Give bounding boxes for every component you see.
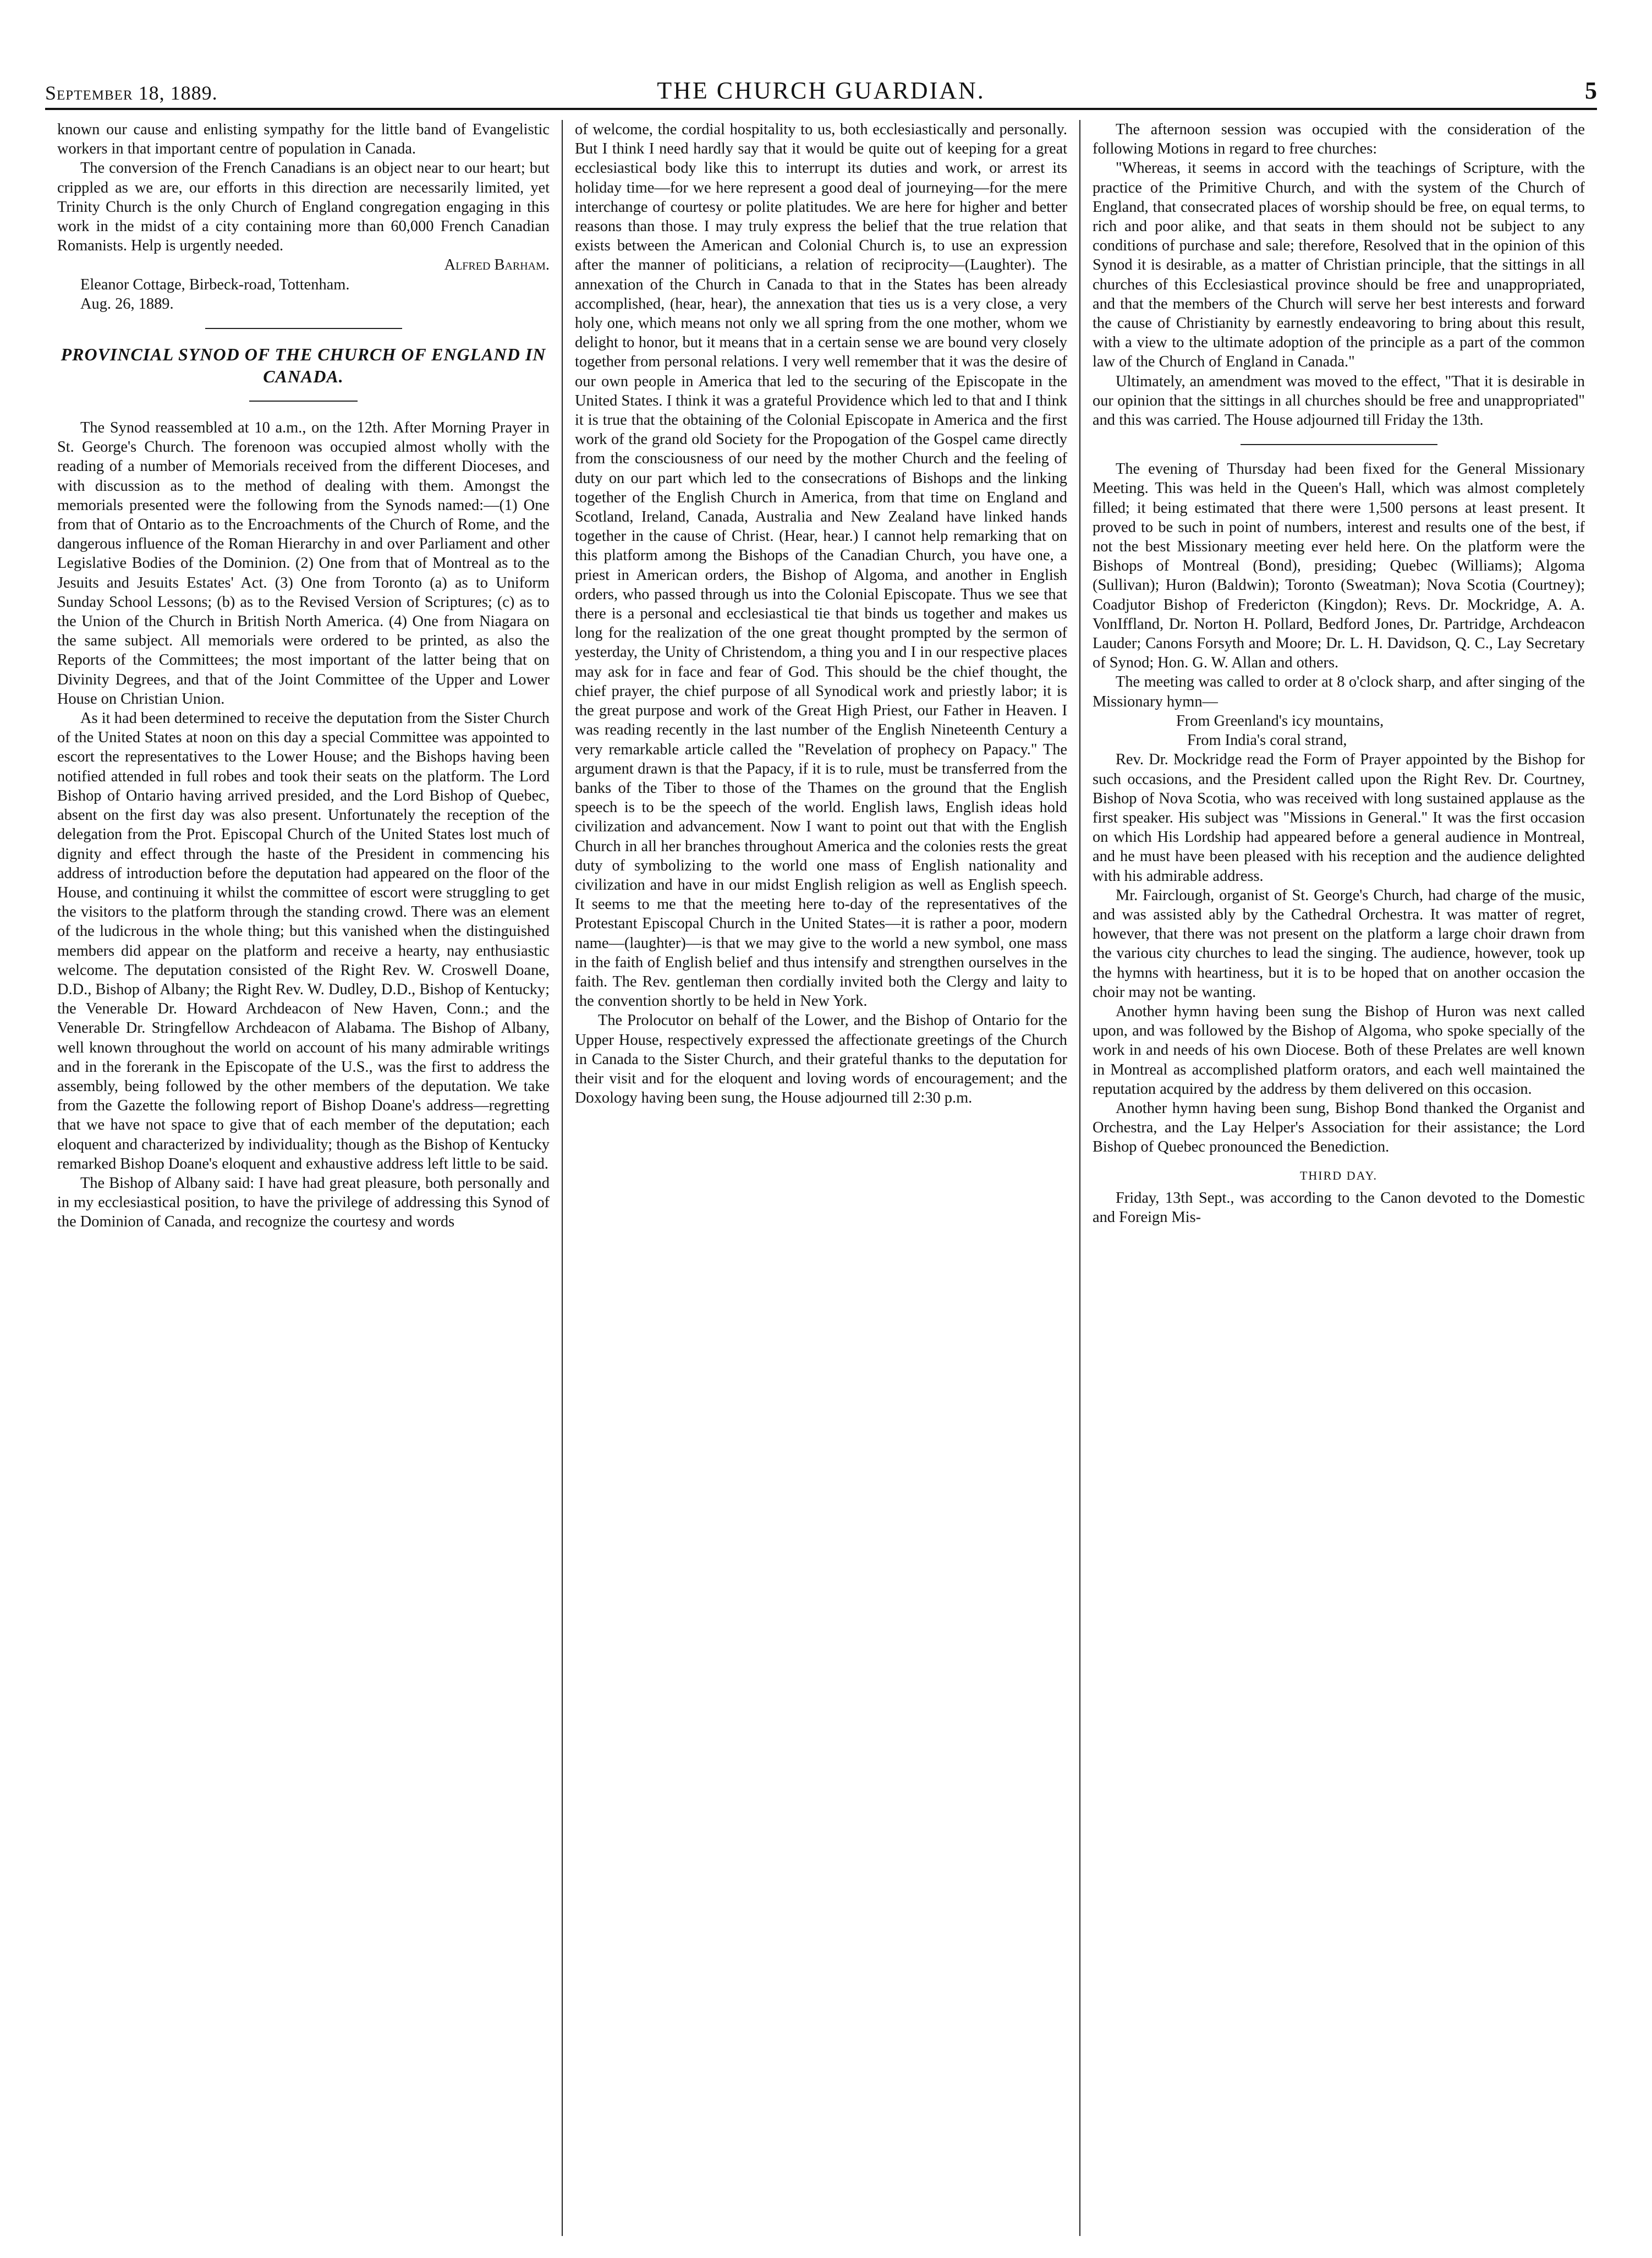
section-divider — [205, 328, 402, 329]
newspaper-title: THE CHURCH GUARDIAN. — [657, 77, 985, 104]
meeting-paragraph: The meeting was called to order at 8 o'clock sharp, and after singing of the Missionary hymn— — [1093, 673, 1585, 710]
motion-text: "Whereas, it seems in accord with the teachings of Scripture, with the practice of the Primitive Church, and with the system of the Church of England, that consecrated places of worship should be free, on equal terms, to rich and poor alike, and that seats in them should not be subject to any conditions of purchase and sale; therefore, Resolved that in the opinion of this Synod it is desirable, as a matter of Christian principle, that the sittings in all churches of this Ecclesiastical province should be free and unappropriated, and that the members of the Church will serve her best interests and forward the cause of Christianity by earnestly endeavoring to bring about this result, with a view to the ultimate adoption of the principle as a part of the common law of the Church of England in Canada." — [1093, 160, 1585, 371]
section-title: PROVINCIAL SYNOD OF THE CHURCH OF ENGLAND IN CANADA. — [61, 344, 546, 387]
meeting-paragraph: Another hymn having been sung, Bishop Bond thanked the Organist and Orchestra, and the Lay Helper's Association for their assistance; the Lord Bishop of Quebec pronounced the Benediction. — [1093, 1099, 1585, 1156]
column-2 — [562, 120, 1079, 2236]
column-3 — [1079, 120, 1597, 2236]
column-1 — [45, 120, 562, 2236]
page-number: 5 — [1585, 77, 1597, 104]
synod-paragraph: The Prolocutor on behalf of the Lower, and the Bishop of Ontario for the Upper House, respectively expressed the affectionate greetings of the Church in Canada to the Sister Church, and their grateful thanks to the deputation for their visit and for the eloquent and loving words of encouragement; and the Doxology having been sung, the House adjourned till 2:30 p.m. — [575, 1012, 1067, 1107]
letter-dateline: Aug. 26, 1889. — [80, 295, 174, 313]
section-divider — [1241, 444, 1437, 445]
synod-paragraph: As it had been determined to receive the deputation from the Sister Church of the United States at noon on this day a special Committee was appointed to escort the representatives to the Lower House; and the Bishops having been notified attended in full robes and took their seats on the platform. The Lord Bishop of Ontario having arrived presided, and the Lord Bishop of Quebec, absent on the first day was also present. Unfortunately the reception of the delegation from the Prot. Episcopal Church of the United States lost much of dignity and effect through the haste of the President in commencing his address of introduction before the deputation had appeared on the floor of the House, and continuing it whilst the committee of escort were struggling to get the visitors to the platform through the standing crowd. There was an element of the ludicrous in the whole thing; but this vanished when the distinguished members did appear on the platform and receive a hearty, nay enthusiastic welcome. The deputation consisted of the Right Rev. W. Croswell Doane, D.D., Bishop of Albany; the Right Rev. W. Dudley, D.D., Bishop of Kentucky; the Venerable Dr. Howard Archdeacon of New Haven, Conn.; and the Venerable Dr. Stringfellow Archdeacon of Alabama. The Bishop of Albany, well known throughout the world on account of his many admirable writings and in the forerank in the Episcopate of the U.S., was the first to address the assembly, being followed by the other members of the deputation. We take from the Gazette the following report of Bishop Doane's address—regretting that we have not space to give that of each member of the deputation; each eloquent and characterized by individuality; though as the Bishop of Kentucky remarked Bishop Doane's eloquent and exhaustive address left little to be said. — [57, 710, 550, 1172]
synod-paragraph: The Bishop of Albany said: I have had great pleasure, both personally and in my ecclesiastical position, to have the privilege of addressing this Synod of the Dominion of Canada, and recognize the courtesy and words — [57, 1174, 550, 1231]
title-rule — [249, 401, 358, 402]
synod-paragraph: Ultimately, an amendment was moved to the effect, "That it is desirable in our opinion that the sittings in all churches should be free and unappropriated" and this was carried. The House adjourned till Friday the 13th. — [1093, 372, 1585, 429]
synod-paragraph: The Synod reassembled at 10 a.m., on the 12th. After Morning Prayer in St. George's Church. The forenoon was occupied almost wholly with the reading of a number of Memorials received from the different Dioceses, and with discussion as to the method of dealing with them. Amongst the memorials presented were the following from the Synods named:—(1) One from that of Ontario as to the Encroachments of the Church of Rome, and the dangerous influence of the Roman Hierarchy in and over Parliament and other Legislative Bodies of the Dominion. (2) One from that of Montreal as to the Jesuits and Jesuits Estates' Act. (3) One from Toronto (a) as to Uniform Sunday School Lessons; (b) as to the Revised Version of Scriptures; (c) as to the Union of the Church in British North America. (4) One from Niagara on the same subject. All memorials were ordered to be printed, as also the Reports of the Committees; the most important of the latter being that on Divinity Degrees, and that of the Joint Committee of the Upper and Lower House on Christian Union. — [57, 419, 550, 708]
hymn-verse: From India's coral strand, — [1187, 732, 1347, 749]
hymn-verse: From Greenland's icy mountains, — [1176, 712, 1384, 730]
meeting-paragraph: Mr. Fairclough, organist of St. George's Church, had charge of the music, and was assisted ably by the Cathedral Orchestra. It was matter of regret, however, that there was not present on the platform a large choir drawn from the various city churches to lead the singing. The audience, however, took up the hymns with heartiness, but it is to be hoped that on another occasion the choir may not be wanting. — [1093, 886, 1585, 1001]
letter-paragraph: The conversion of the French Canadians is an object near to our heart; but crippled as we are, our efforts in this direction are necessarily limited, yet Trinity Church is the only Church of England congregation engaging in this work in the midst of a city containing more than 60,000 French Canadian Romanists. Help is urgently needed. — [57, 160, 550, 255]
letter-address: Eleanor Cottage, Birbeck-road, Tottenham. — [80, 276, 350, 293]
letter-signature: Alfred Barham. — [444, 256, 550, 274]
letter-continuation: known our cause and enlisting sympathy for the little band of Evangelistic workers in that important centre of population in Canada. — [57, 121, 550, 158]
article-columns — [45, 120, 1597, 2236]
masthead — [45, 66, 1597, 110]
address-continuation: of welcome, the cordial hospitality to us, both ecclesiastically and personally. But I think I need hardly say that it would be quite out of keeping for a great ecclesiastical body like this to interrupt its duties and work, or arrest its holiday time—for we here represent a good deal of journeying—for the mere interchange of courtesy or polite platitudes. We are here for higher and better reasons than those. I may truly express the belief that the true relation that exists between the American and Colonial Church is, to use an expression after the manner of politicians, a relation of reciprocity—(Laughter). The annexation of the Church in Canada to that in the States has been already accomplished, (hear, hear), the annexation that ties us is a very close, a very holy one, which means not only we all spring from the one mother, whom we delight to honor, but it means that in a certain sense we are bound very closely together from personal relations. I very well remember that it was the desire of our own people in America that led to the securing of the Episcopate in the United States. I think it was a grateful Providence which led to that and I think it is true that the obtaining of the Colonial Episcopate in America and the first work of the grand old Society for the Propogation of the Gospel came directly from the consciousness of our need by the mother Church and the feeling of duty on our part which led to the consecrations of Bishops and the linking together of the English Church in America, from that time on England and Scotland, Ireland, Canada, Australia and New Zealand have linked hands together in the cause of Christ. (Hear, hear.) I cannot help remarking that on this platform among the Bishops of the Canadian Church, you have one, a priest in American orders, the Bishop of Algoma, and another in English orders, who passed through us into the Colonial Episcopate. Thus we see that there is a personal and ecclesiastical tie that binds us together and makes us long for the realization of the one great thought prompted by the sermon of yesterday, the Unity of Christendom, a thing you and I in our respective places may ask for in face and fear of God. This should be the chief thought, the chief prayer, the chief purpose of all Synodical work and priestly labor; it is the great purpose and work of the Great High Priest, our Father in Heaven. I was reading recently in the last number of the English Nineteenth Century a very remarkable article called the "Revelation of prophecy on Papacy." The argument drawn is that the Papacy, if it is to rule, must be transferred from the banks of the Tiber to those of the Thames on the ground that the English speech is to be the speech of the world. English laws, English ideas hold civilization and advancement. Now I want to point out that with the English Church in all her branches throughout America and the colonies rests the great duty of symbolizing to the world one mass of English nationality and civilization and have in our midst English religion as well as English speech. It seems to me that the meeting here to-day of the representatives of the Protestant Episcopal Church in the United States—it is rather a poor, modern name—(laughter)—is that we may give to the world a new symbol, one mass in the faith of English belief and thus intensify and strengthen ourselves in the faith. The Rev. gentleman then cordially invited both the Clergy and laity to the convention shortly to be held in New York. — [575, 121, 1067, 1010]
meeting-paragraph: The evening of Thursday had been fixed for the General Missionary Meeting. This was held in the Queen's Hall, which was almost completely filled; it being estimated that there were 1,500 persons at least present. It proved to be such in point of numbers, interest and results one of the best, if not the best Missionary meeting ever held here. On the platform were the Bishops of Montreal (Bond), presiding; Quebec (Williams); Algoma (Sullivan); Huron (Baldwin); Toronto (Sweatman); Nova Scotia (Courtney); Coadjutor Bishop of Fredericton (Kingdon); Revs. Dr. Mockridge, A. A. VonIffland, Dr. Norton H. Pollard, Bedford Jones, Dr. Partridge, Archdeacon Lauder; Canons Forsyth and Moore; Dr. L. H. Davidson, Q. C., Lay Secretary of Synod; Hon. G. W. Allan and others. — [1093, 461, 1585, 672]
issue-date: September 18, 1889. — [45, 82, 218, 104]
meeting-paragraph: Friday, 13th Sept., was according to the Canon devoted to the Domestic and Foreign Mis- — [1093, 1189, 1585, 1226]
meeting-paragraph: Another hymn having been sung the Bishop of Huron was next called upon, and was followed by the Bishop of Algoma, who spoke specially of the work in and needs of his own Diocese. Both of these Prelates are well known in Montreal as accomplished platform orators, and each well maintained the reputation acquired by the address by them delivered on this occasion. — [1093, 1002, 1585, 1098]
subhead-third-day: THIRD DAY. — [1299, 1168, 1378, 1182]
synod-paragraph: The afternoon session was occupied with the consideration of the following Motions in regard to free churches: — [1093, 121, 1585, 158]
meeting-paragraph: Rev. Dr. Mockridge read the Form of Prayer appointed by the Bishop for such occasions, and the President called upon the Right Rev. Dr. Courtney, Bishop of Nova Scotia, who was received with long sustained applause as the first speaker. His subject was "Missions in General." It was the first occasion on which His Lordship had appeared before a general audience in Montreal, and he must have been pleased with his reception and the audience delighted with his admirable address. — [1093, 751, 1585, 885]
